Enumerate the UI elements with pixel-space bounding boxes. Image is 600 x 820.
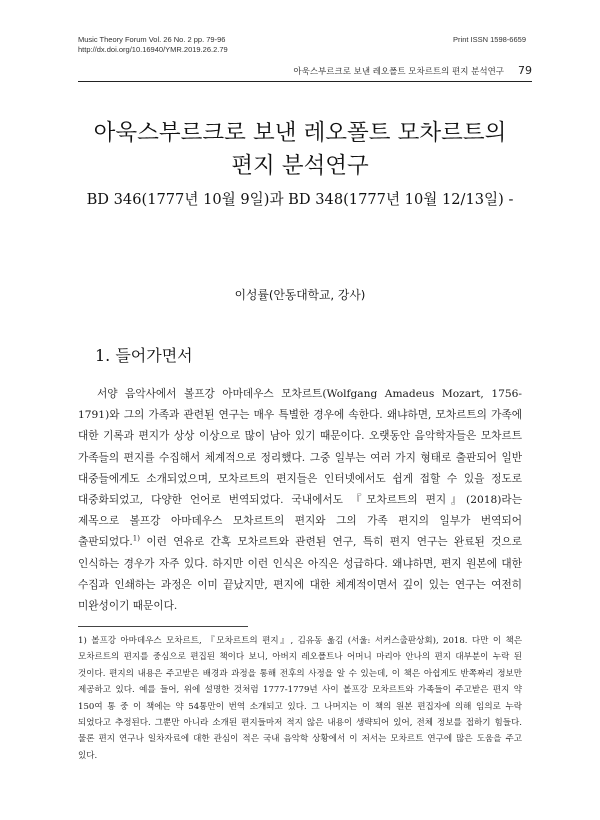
issn-label: Print ISSN 1598-6659: [453, 35, 526, 44]
footnote-rule: [78, 626, 248, 627]
section-heading: 1. 들어가면서: [95, 346, 193, 365]
doi-link[interactable]: http://dx.doi.org/10.16940/YMR.2019.26.2.79: [78, 44, 228, 54]
paper-title-line-2: 편지 분석연구: [231, 153, 369, 179]
running-header: [293, 64, 532, 77]
footnote-reference[interactable]: 1): [132, 534, 140, 543]
journal-citation: [78, 35, 228, 54]
page-number: 79: [518, 64, 532, 77]
paper-title-line-1: 아욱스부르크로 보낸 레오폴트 모차르트의: [93, 120, 507, 146]
paper-subtitle: BD 346(1777년 10월 9일)과 BD 348(1777년 10월 12/13일) -: [86, 191, 514, 208]
footnote: [78, 633, 522, 764]
author-affiliation: 이성률(안동대학교, 강사): [234, 288, 366, 302]
footnote-number: 1): [78, 636, 87, 646]
footnote-text: 볼프강 아마데우스 모차르트, 『모차르트의 편지』, 김유동 옮김 (서울: 서커스출판상회), 2018. 다만 이 책은 모차르트의 편지를 중심으로 편집된 책이다 보니, 아버지 레오폴트나 어머니 마리아 안나의 편지 대부분이 누락 된 것이다. 편지의 내용은 주고받은 배경과 과정을 통해 전후의 사정을 알 수 있는데, 이 책은 아쉽게도 반쪽짜리 정보만 제공하고 있다. 예를 들어, 위에 설명한 것처럼 1777-1779년 사이 볼프강 모차르트와 가족들이 주고받은 편지 약 150여 통 중 이 책에는 약 54통만이 번역 소개되고 있다. 그 나머지는 이 책의 원본 편집자에 의해 임의로 누락 되었다고 추정된다. 그뿐만 아니라 소개된 편지들마저 적지 않은 내용이 생략되어 있어, 전체 정보를 접하기 힘들다. 물론 편지 연구나 일차자료에 대한 관심이 적은 국내 음악학 상황에서 이 저서는 모차르트 연구에 많은 도움을 주고 있다.: [78, 636, 522, 761]
body-text-part-2: 이런 연유로 간혹 모차르트와 관련된 연구, 특히 편지 연구는 완료된 것으로 인식하는 경우가 자주 있다. 하지만 이런 인식은 아직은 성급하다. 왜냐하면, 편지 원본에 대한 수집과 인쇄하는 과정은 이미 끝났지만, 편지에 대한 체계적이면서 깊이 있는 연구는 여전히 미완성이기 때문이다.: [78, 535, 522, 613]
body-paragraph: [78, 383, 522, 616]
journal-volume-line: Music Theory Forum Vol. 26 No. 2 pp. 79-96: [78, 35, 226, 44]
body-text-part-1: 서양 음악사에서 볼프강 아마데우스 모차르트(Wolfgang Amadeus Mozart, 1756-1791)와 그의 가족과 관련된 연구는 매우 특별한 경우에 속한다. 왜냐하면, 모차르트의 가족에 대한 기록과 편지가 상상 이상으로 많이 남아 있기 때문이다. 오랫동안 음악학자들은 모차르트 가족들의 편지를 수집해서 체계적으로 정리했다. 그중 일부는 여러 가지 형태로 출판되어 일반 대중들에게도 소개되었으며, 모차르트의 편지들은 인터넷에서도 쉽게 접할 수 있을 정도로 대중화되었고, 다양한 언어로 번역되었다. 국내에서도 『모차르트의 편지』(2018)라는 제목으로 볼프강 아마데우스 모차르트의 편지와 그의 가족 편지의 일부가 번역되어 출판되었다.: [78, 387, 522, 549]
running-title: 아욱스부르크로 보낸 레오폴트 모차르트의 편지 분석연구: [293, 67, 504, 77]
header-rule: [78, 81, 532, 82]
